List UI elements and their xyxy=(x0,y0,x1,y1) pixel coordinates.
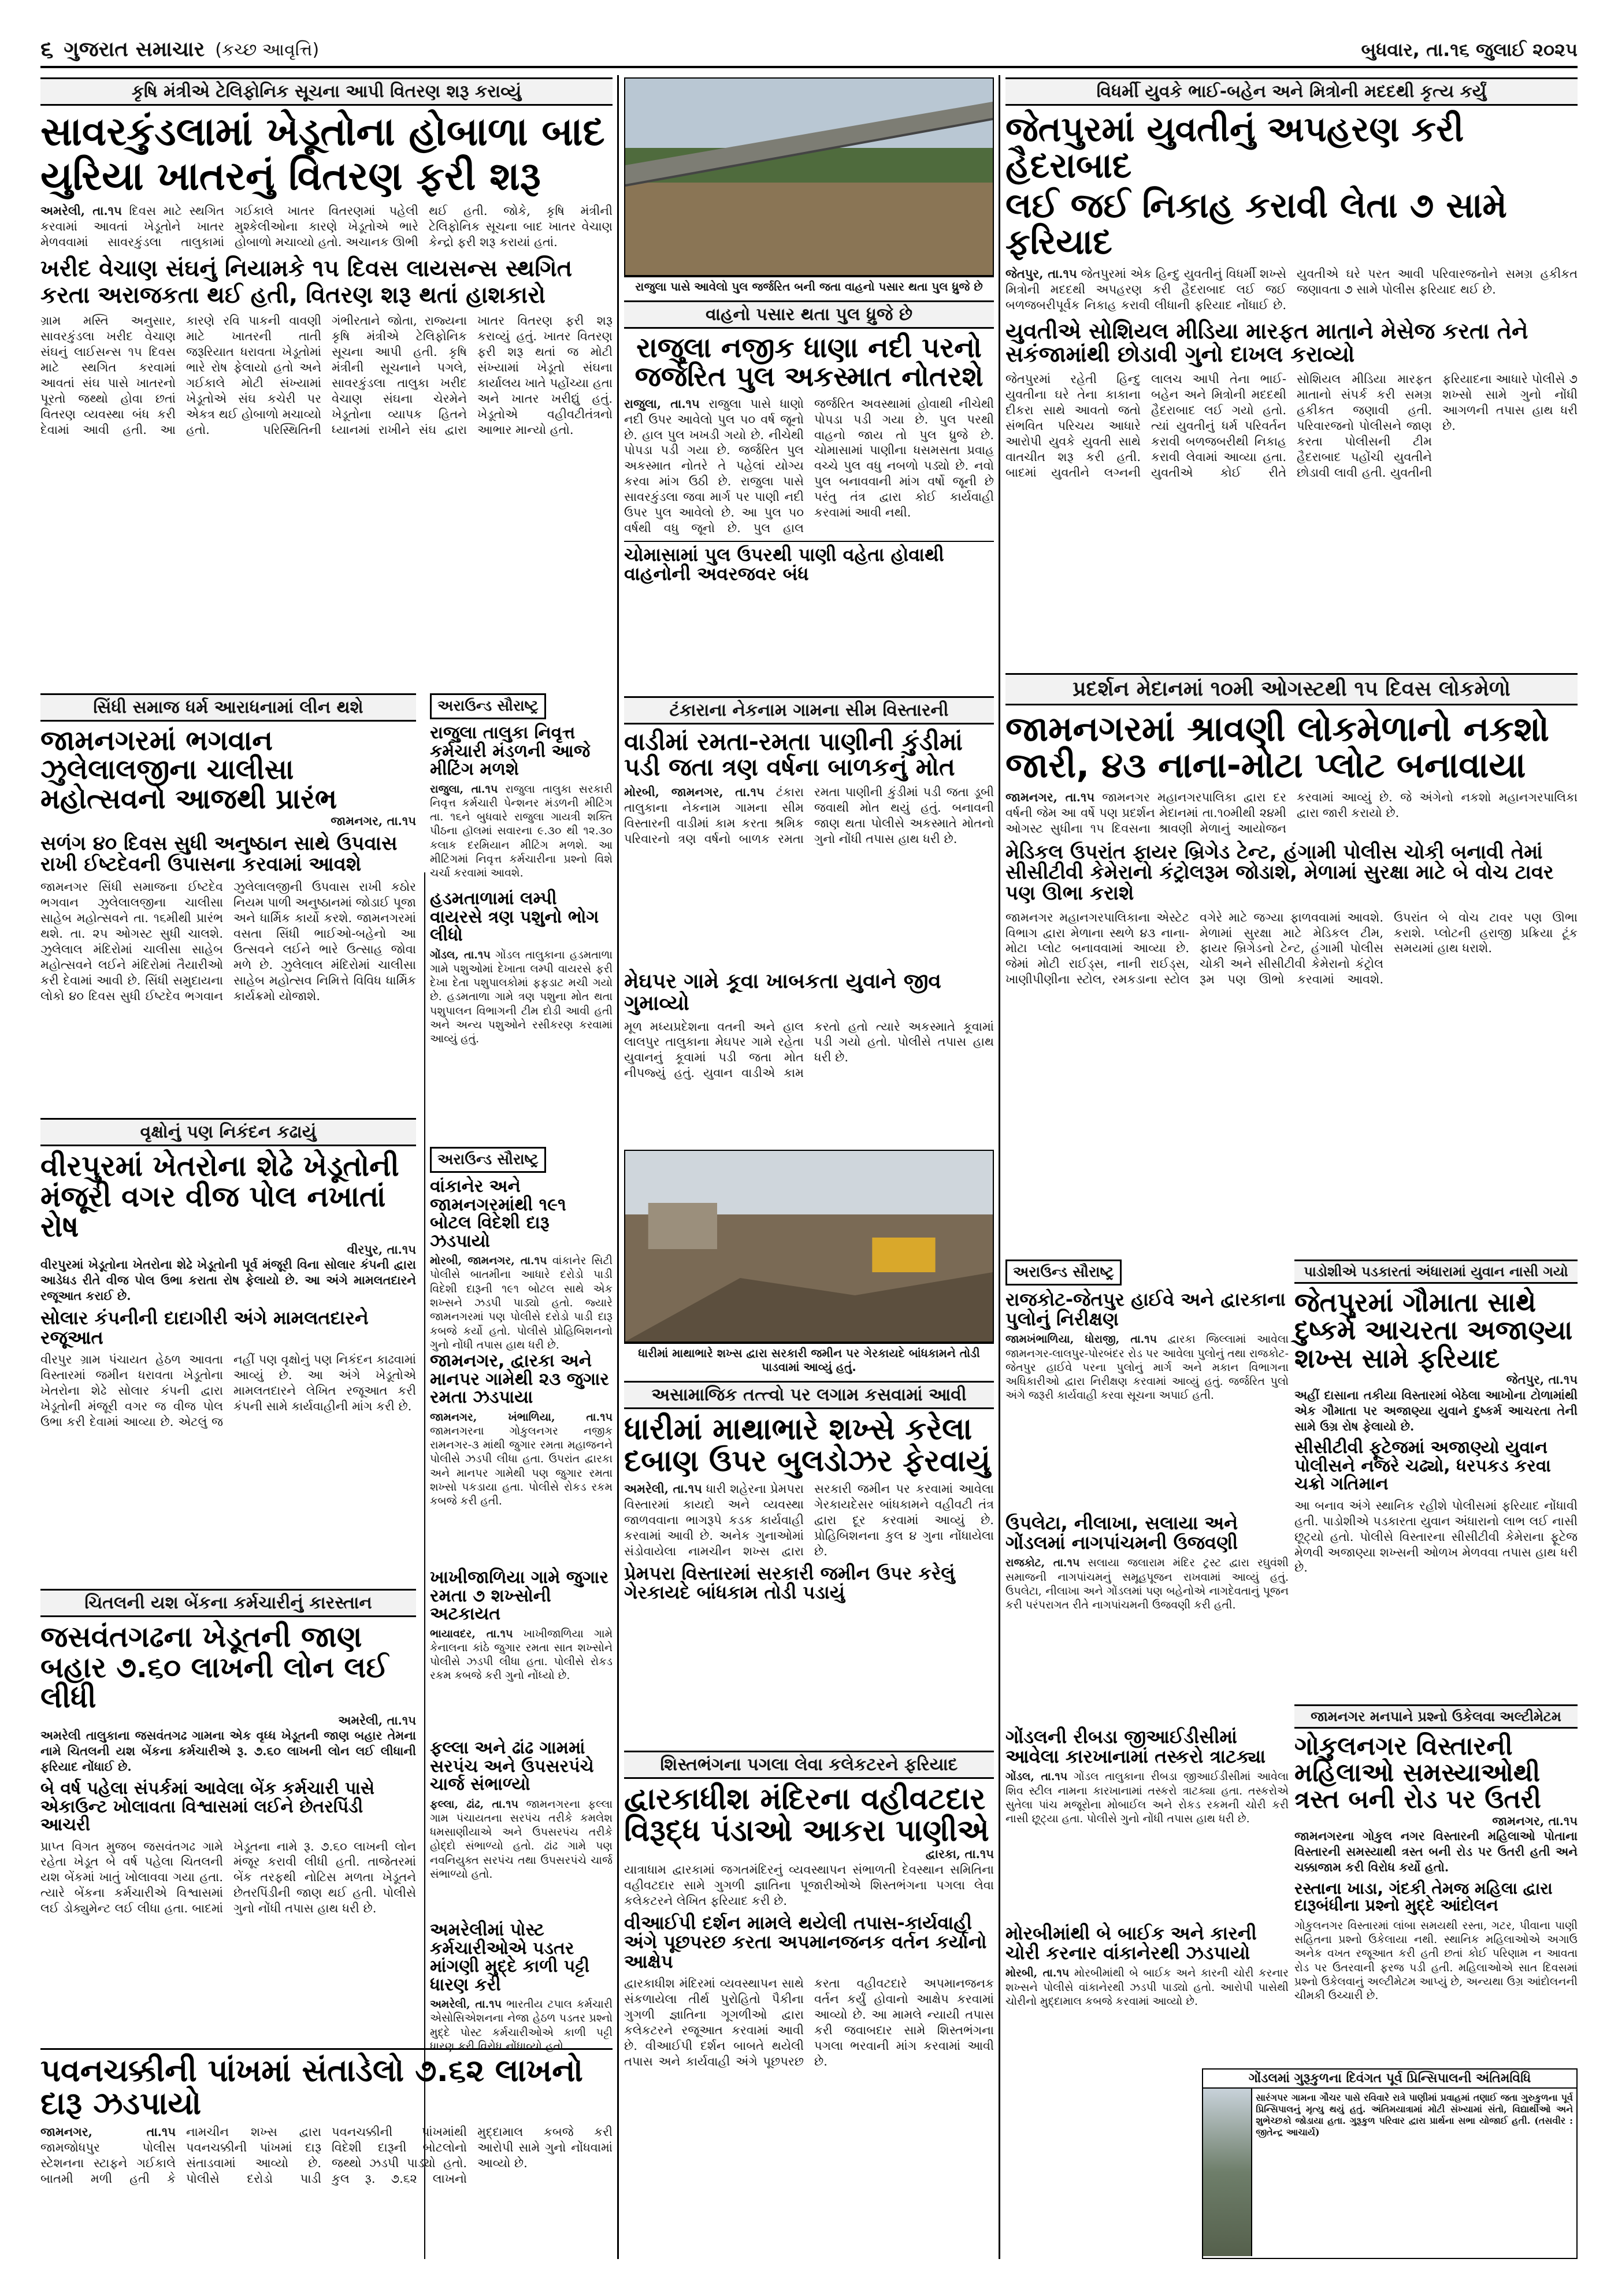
body-text: ગોંડલ તાલુકાના હડમતાળા ગામે પશુઓમાં દેખાતા લમ્પી વાયરસે ફરી દેખા દેતા પશુપાલકોમાં ફફડાટ મચી ગયો છે. હડમતાળા ગામે ત્રણ પશુના મોત થતા પશુપાલન વિભાગની ટીમ દોડી આવી હતી અને અન્ય પશુઓને રસીકરણ કરવામાં આવ્યું હતું. xyxy=(430,948,613,1046)
article-gokulnagar-women xyxy=(1294,1704,1578,2063)
headline: જામનગર, દ્વારકા અને માનપર ગામેથી ૨૩ જુગાર રમતા ઝડપાયા xyxy=(430,1351,609,1407)
article-rajula-pensioners xyxy=(430,693,613,884)
dateline: અમરેલી, તા.૧૫ xyxy=(338,1712,416,1727)
kicker: ટંકારાના નેકનામ ગામના સીમ વિસ્તારની xyxy=(624,696,994,725)
edition-label: (કચ્છ આવૃત્તિ) xyxy=(215,39,320,60)
headline-line2: લઈ જઈ નિકાહ કરાવી લેતા ૭ સામે ફરિયાદ xyxy=(1005,185,1507,262)
subhead: સળંગ ૪૦ દિવસ સુધી અનુષ્ઠાન સાથે ઉપવાસ રાખી ઈષ્ટદેવની ઉપાસના કરવામાં આવશે xyxy=(40,832,398,876)
lead-paragraph: જામનગરના ગોકુલ નગર વિસ્તારની મહિલાઓ પોતાના વિસ્તારની સમસ્યાથી ત્રસ્ત બની રોડ પર ઉતરી હતી અને ચક્કાજામ કરી વિરોધ કર્યો હતો. xyxy=(1294,1829,1578,1875)
dateline: જામનગર, તા.૧૫ xyxy=(331,813,416,829)
article-bridge-inspection xyxy=(1005,1260,1289,1508)
headline: જેતપુરમાં ગૌમાતા સાથે દુષ્કર્મ આચરતા અજાણ્યા શખ્સ સામે ફરિયાદ xyxy=(1294,1287,1573,1374)
body-wrap xyxy=(1005,1966,1289,2008)
subhead: વીઆઈપી દર્શન મામલે થયેલી તપાસ-કાર્યવાહી અંગે પૂછપરછ કરતા અપમાનજનક વર્તન કર્યાનો આક્ષેપ xyxy=(624,1911,987,1972)
bridge-photo xyxy=(624,77,994,276)
subhead-2: કરતા અરાજકતા થઈ હતી, વિતરણ શરૂ થતાં હાશકારો xyxy=(40,282,545,309)
dateline: અમરેલી, તા.૧૫ xyxy=(624,1481,702,1496)
article-gambling-23 xyxy=(430,1352,613,1560)
body-wrap xyxy=(624,1481,994,1559)
kicker: ગોંડલમાં ગુરૂકુળના દિવંગત પૂર્વ પ્રિન્સિપાલની અંતિમવિધિ xyxy=(1203,2070,1576,2089)
subhead: સીસીટીવી ફૂટેજમાં અજાણ્યો યુવાન પોલીસને નજરે ચઢ્યો, ધરપકડ કરવા ચક્રો ગતિમાન xyxy=(1294,1437,1551,1495)
body-text: ગ્રામ મસ્તિ અનુસાર, સાવરકુંડલા ખરીદ વેચાણ સંઘનું લાઈસન્સ ૧૫ દિવસ માટે સ્થગિત કરવામાં આવતાં સંઘ પાસે ખાતરનો પૂરતો જથ્થો હોવા છતાં વિતરણ વ્યવસ્થા બંધ કરી દેવામાં આવી હતી. આ કારણે રવિ પાકની વાવણી માટે ખાતરની તાતી જરૂરિયાત ધરાવતા ખેડૂતોમાં ભારે રોષ ફેલાયો હતો અને ગઈકાલે મોટી સંખ્યામાં ખેડૂતોએ સંઘ કચેરી પર એકત્ર થઈ હોબાળો મચાવ્યો હતો. પરિસ્થિતિની ગંભીરતાને જોતા, રાજ્યના કૃષિ મંત્રીએ ટેલિફોનિક સૂચના આપી હતી. કૃષિ મંત્રીની સૂચનાને પગલે, સાવરકુંડલા તાલુકા ખરીદ વેચાણ સંઘના ચેરમેને ખેડૂતોના વ્યાપક હિતને ધ્યાનમાં રાખીને સંઘ દ્વારા ખાતર વિતરણ ફરી શરૂ કરાવ્યું હતું. ખાતર વિતરણ ફરી શરૂ થતાં જ મોટી સંખ્યામાં ખેડૂતો સંઘના કાર્યાલય ખાતે પહોંચ્યા હતા અને ખાતર ખરીદ્યું હતું. ખેડૂતોએ વહીવટીતંત્રનો આભાર માન્યો હતો. xyxy=(40,314,613,437)
kicker: પ્રદર્શન મેદાનમાં ૧૦મી ઓગસ્ટથી ૧૫ દિવસ લોકમેળો xyxy=(1005,673,1578,705)
dateline: મોરબી, જામનગર, તા.૧૫ xyxy=(430,1254,547,1267)
body-wrap xyxy=(430,948,613,1046)
article-rajula-bridge xyxy=(624,77,994,690)
article-dwarkadhish-pandas xyxy=(624,1751,994,2259)
subhead: બે વર્ષ પહેલા સંપર્કમાં આવેલા બેંક કર્મચારી પાસે એકાઉન્ટ ખોલાવતા વિશ્વાસમાં લઈને છેતરપિંડી આચરી xyxy=(40,1778,375,1835)
headline: ગોકુલનગર વિસ્તારની મહિલાઓ સમસ્યાઓથી ત્રસ્ત બની રોડ પર ઉતરી xyxy=(1294,1732,1541,1815)
article-windmill-liquor xyxy=(40,2048,613,2256)
article-virpur-poles xyxy=(40,1118,416,1580)
lead-wrap xyxy=(1005,266,1578,313)
headline: પવનચક્કીની પાંખમાં સંતાડેલો ૭.૬૨ લાખનો દારૂ ઝડપાયો xyxy=(40,2052,583,2122)
lead-paragraph: જેતપુરમાં એક હિન્દુ યુવતીનું વિધર્મી શખ્સે મિત્રોની મદદથી અપહરણ કરી હૈદરાબાદ લઈ જઈ બળજબરીપૂર્વક નિકાહ કરાવી લીધાની ફરિયાદ નોંધાઈ છે. યુવતીએ ઘરે પરત આવી પરિવારજનોને સમગ્ર હકીકત જણાવતા ૭ સામે પોલીસ ફરિયાદ થઈ છે. xyxy=(1005,267,1578,312)
body-wrap xyxy=(1005,1332,1289,1403)
article-morbi-bike-theft xyxy=(1005,1924,1289,2074)
body-text: જામનગરના ગોકુલનગર નજીક રામનગર-૩ માંથી જુગાર રમતા મહાજનને પોલીસે ઝડપી લીધા હતા. ઉપરાંત દ્વારકા અને માનપર ગામેથી પણ જુગાર રમતા શખ્સો પકડાયા હતા. પોલીસે રોકડ રકમ કબજે કરી હતી. xyxy=(430,1424,613,1508)
dateline: જામખંભાળિયા, ધોરાજી, તા.૧૫ xyxy=(1005,1333,1157,1346)
lead-paragraph: દિવસ માટે સ્થગિત કરવામાં આવતાં ખેડૂતોને ખાતર મેળવવામાં સાવરકુંડલા તાલુકામાં ગઈકાલે ખાતર વિતરણમાં પહેલી મુશ્કેલીઓના કારણે ખેડૂતોએ ભારે હોબાળો મચાવ્યો હતો. અચાનક ઊભી થઈ હતી. જોકે, કૃષિ મંત્રીની ટેલિફોનિક સૂચના બાદ ખાતર વેચાણ કેન્દ્રો ફરી શરૂ કરાયાં હતાં. xyxy=(40,203,613,249)
kicker: વાહનો પસાર થતા પુલ ધ્રુજે છે xyxy=(624,300,994,329)
headline: રાજુલા તાલુકા નિવૃત્ત કર્મચારી મંડળની આજે મીટિંગ મળશે xyxy=(430,723,591,779)
dateline: રાજુલા, તા.૧૫ xyxy=(430,782,498,796)
article-ribda-theft xyxy=(1005,1727,1289,1918)
headline: દ્વારકાધીશ મંદિરના વહીવટદાર વિરૂદ્ધ પંડાઓ આકરા પાણીએ xyxy=(624,1782,989,1848)
subhead: મેડિકલ ઉપરાંત ફાયર બ્રિગેડ ટેન્ટ, હંગામી પોલીસ ચોકી બનાવી તેમાં સીસીટીવી કેમેરાનો કંટ્રોલરૂમ જોડાશે, મેળામાં સુરક્ષા માટે બે વોચ ટાવર પણ ઊભા કરાશે xyxy=(1005,840,1554,905)
headline-line1: સાવરકુંડલામાં ખેડૂતોના હોબાળા બાદ xyxy=(40,109,605,155)
body-text: જામજોધપુર પોલીસ સ્ટેશનના સ્ટાફને ગઈકાલે બાતમી મળી હતી કે નામચીન શખ્સ દ્વારા પવનચક્કીની પાંખમાં દારૂ સંતાડવામાં આવ્યો છે. પોલીસે દરોડો પાડી પવનચક્કીની પાંખમાંથી વિદેશી દારૂની બોટલોનો જથ્થો ઝડપી પાડ્યો હતો. કુલ રૂ. ૭.૬૨ લાખનો મુદ્દામાલ કબજે કરી આરોપી સામે ગુનો નોંધવામાં આવ્યો છે. xyxy=(40,2125,613,2186)
body-text: ખાખીજાળિયા ગામે કેનાલના કાંઠે જુગાર રમતા સાત શખ્સોને પોલીસે ઝડપી લીધા હતા. પોલીસે રોકડ રકમ કબજે કરી ગુનો નોંધ્યો છે. xyxy=(430,1627,613,1682)
dateline: અમરેલી, તા.૧૫ xyxy=(430,1998,502,2011)
funeral-photo-row xyxy=(1203,2089,1576,2256)
page-number: ૬ xyxy=(40,36,54,63)
dateline: જેતપુર, તા.૧૫ xyxy=(1506,1372,1578,1387)
article-shravani-lokmelo xyxy=(1005,673,1578,1251)
headline: ઉપલેટા, નીલાખા, સલાયા અને ગોંડલમાં નાગપાંચમની ઉજવણી xyxy=(1005,1512,1238,1554)
paper-name: ગુજરાત સમાચાર xyxy=(64,38,205,61)
article-dhari-bulldozer xyxy=(624,1150,994,1745)
masthead-left xyxy=(40,36,319,63)
lead-wrap xyxy=(1005,790,1578,837)
demolition-illustration xyxy=(625,1151,993,1342)
body-text: વીરપુર ગ્રામ પંચાયત હેઠળ આવતા વિસ્તારમાં જમીન ધરાવતા ખેડૂતોના ખેતરોના શેઢે સોલાર કંપની દ્વારા ખેડૂતોની મંજૂરી વગર જ વીજ પોલ ઉભા કરી દેવામાં આવ્યા છે. એટલું જ નહીં પણ વૃક્ષોનું પણ નિકંદન કાઢવામાં આવ્યું છે. આ અંગે ખેડૂતોએ મામલતદારને લેખિત રજૂઆત કરી કંપની સામે કાર્યવાહીની માંગ કરી છે. xyxy=(40,1353,416,1429)
dateline: જામનગર, તા.૧૫ xyxy=(40,2124,176,2139)
body-wrap xyxy=(624,396,994,536)
article-jetpur-abduction xyxy=(1005,77,1578,667)
headline: હડમતાળામાં લમ્પી વાયરસે ત્રણ પશુનો ભોગ લીધો xyxy=(430,889,599,945)
subhead: સોલાર કંપનીની દાદાગીરી અંગે મામલતદારને રજૂઆત xyxy=(40,1307,369,1348)
headline: રાજકોટ-જેતપુર હાઈવે અને દ્વારકાના પુલોનું નિરીક્ષણ xyxy=(1005,1288,1286,1330)
lead-paragraph: જામનગર મહાનગરપાલિકા દ્વારા દર વર્ષની જેમ આ વર્ષે પણ પ્રદર્શન મેદાનમાં તા.૧૦મીથી ૨૪મી ઓગસ્ટ સુધીના ૧૫ દિવસના શ્રાવણી મેળાનું આયોજન કરવામાં આવ્યું છે. જે અંગેનો નકશો મહાનગરપાલિકા દ્વારા જારી કરાયો છે. xyxy=(1005,790,1578,835)
kicker: પાડોશીએ પડકારતાં અંધારામાં યુવાન નાસી ગયો xyxy=(1294,1260,1578,1284)
article-jhulelal-mahotsav xyxy=(40,693,416,1109)
body-text: ધારી શહેરના પ્રેમપરા વિસ્તારમાં કાયદો અને વ્યવસ્થા જાળવવાના ભાગરૂપે કડક કાર્યવાહી કરવામાં આવી છે. અનેક ગુનાઓમાં સંડોવાયેલા નામચીન શખ્સ દ્વારા સરકારી જમીન પર કરવામાં આવેલા ગેરકાયદેસર બાંધકામને વહીવટી તંત્ર દ્વારા દૂર કરવામાં આવ્યું છે. પ્રોહિબિશનના કુલ ૪ ગુના નોંધાયેલા છે. xyxy=(624,1482,994,1558)
body-text: દ્વારકા જિલ્લામાં આવેલા જામનગર-લાલપુર-પોરબંદર રોડ પર આવેલા પુલોનું તથા રાજકોટ-જેતપુર હાઈવે પરના પુલોનું માર્ગ અને મકાન વિભાગના અધિકારીઓ દ્વારા નિરીક્ષણ કરવામાં આવ્યું હતું. જર્જરિત પુલો અંગે જરૂરી કાર્યવાહી કરવા સૂચના અપાઈ હતી. xyxy=(1005,1333,1289,1402)
article-meghpar-well xyxy=(624,971,994,1144)
headline: જામનગરમાં ભગવાન ઝુલેલાલજીના ચાલીસા મહોત્સવનો આજથી પ્રારંભ xyxy=(40,725,337,815)
body-text: મોરબીમાંથી બે બાઈક અને કારની ચોરી કરનાર શખ્સને પોલીસે વાંકાનેરથી ઝડપી પાડ્યો હતો. આરોપી પાસેથી ચોરીનો મુદ્દામાલ કબજે કરવામાં આવ્યો છે. xyxy=(1005,1967,1289,2008)
dateline: ફલ્લા, ઢાંઢ, તા.૧૫ xyxy=(430,1797,519,1811)
kicker: અસામાજિક તત્ત્વો પર લગામ કસવામાં આવી xyxy=(624,1381,994,1409)
headline: ધારીમાં માથાભારે શખ્સે કરેલા દબાણ ઉપર બુલડોઝર ફેરવાયું xyxy=(624,1412,991,1478)
lead-paragraph: યાત્રાધામ દ્વારકામાં જગતમંદિરનું વ્યવસ્થાપન સંભાળતી દેવસ્થાન સમિતિના વહીવટદાર સામે ગુગળી જ્ઞાતિના પૂજારીઓએ શિસ્તભંગના પગલા લેવા કલેકટરને લેખિત ફરિયાદ કરી છે. xyxy=(624,1863,994,1908)
subhead: પ્રેમપરા વિસ્તારમાં સરકારી જમીન ઉપર કરેલું ગેરકાયદે બાંધકામ તોડી પડાયું xyxy=(624,1562,955,1604)
kicker: વિધર્મી યુવકે ભાઈ-બહેન અને મિત્રોની મદદથી કૃત્ય કર્યું xyxy=(1005,77,1578,106)
headline: વાંકાનેર અને જામનગરમાંથી ૧૯૧ બોટલ વિદેશી દારૂ ઝડપાયો xyxy=(430,1176,566,1251)
article-wankaner-liquor xyxy=(430,1147,613,1351)
body-text: જામનગર સિંધી સમાજના ઈષ્ટદેવ ભગવાન ઝુલેલાલજીના ચાલીસા સાહેબ મહોત્સવને તા. ૧૬મીથી પ્રારંભ થશે. તા. ૨૫ ઓગસ્ટ સુધી ચાલશે. ઝુલેલાલ મંદિરોમાં ચાલીસા સાહેબ મહોત્સવને લઈને મંદિરોમાં તૈયારીઓ કરી દેવામાં આવી છે. સિંધી સમુદાયના લોકો ૪૦ દિવસ સુધી ઈષ્ટદેવ ભગવાન ઝુલેલાલજીની ઉપવાસ રાખી કઠોર નિયમ પાળી અનુષ્ઠાનમાં જોડાઈ પૂજા અને ધાર્મિક કાર્યો કરશે. જામનગરમાં વસતા સિંધી ભાઈઓ-બહેનો આ ઉત્સવને લઈને ભારે ઉત્સાહ જોવા મળે છે. ઝુલેલાલ મંદિરોમાં ચાલીસા સાહેબ મહોત્સવ નિમિત્તે વિવિધ ધાર્મિક કાર્યક્રમો યોજાશે. xyxy=(40,880,416,1003)
headline: ખાખીજાળિયા ગામે જુગાર રમતા ૭ શખ્સોની અટકાયત xyxy=(430,1567,608,1624)
kicker: સિંધી સમાજ ધર્મ આરાધનામાં લીન થશે xyxy=(40,693,416,722)
dateline: મોરબી, તા.૧૫ xyxy=(1005,1967,1070,1980)
headline: વાડીમાં રમતા-રમતા પાણીની કુંડીમાં પડી જતા ત્રણ વર્ષના બાળકનું મોત xyxy=(624,727,963,782)
article-nagpancham xyxy=(1005,1514,1289,1722)
dateline: ગોંડલ, તા.૧૫ xyxy=(1005,1770,1068,1784)
article-lumpy-virus xyxy=(430,890,613,1138)
body-wrap xyxy=(430,1797,613,1882)
dateline: મોરબી, જામનગર, તા.૧૫ xyxy=(624,785,765,800)
body-text: જામનગરના ફલ્લા ગામ પંચાયતના સરપંચ તરીકે કમલેશ ધમસાણીયાએ અને ઉપસરપંચ તરીકે હોદ્દો સંભાળ્યો હતો. ઢાંઢ ગામે પણ નવનિયુક્ત સરપંચ તથા ઉપસરપંચે ચાર્જ સંભાળ્યો હતો. xyxy=(430,1797,613,1881)
headline: ગોંડલની રીબડા જીઆઈડીસીમાં આવેલા કારખાનામાં તસ્કરો ત્રાટક્યા xyxy=(1005,1726,1266,1767)
masthead xyxy=(40,34,1578,68)
body-text: સલાયા જલારામ મંદિર ટ્રસ્ટ દ્વારા રઘુવંશી સમાજની નાગપાંચમનું સમૂહપૂજન રાખવામાં આવ્યું હતું. ઉપલેટા, નીલાખા અને ગોંડલમાં પણ બહેનોએ નાગદેવતાનું પૂજન કરી પરંપરાગત રીતે નાગપાંચમની ઉજવણી કરી હતી. xyxy=(1005,1556,1289,1612)
body-text: આ બનાવ અંગે સ્થાનિક રહીશે પોલીસમાં ફરિયાદ નોંધાવી હતી. પાડોશીએ પડકારતા યુવાન અંધારાનો લાભ લઈ નાસી છૂટ્યો હતો. પોલીસે વિસ્તારના સીસીટીવી કેમેરાના ફૂટેજ મેળવી અજાણ્યા શખ્સની ઓળખ મેળવવા તપાસ હાથ ધરી છે. xyxy=(1294,1498,1578,1575)
photo-caption: ધારીમાં માથાભારે શખ્સ દ્વારા સરકારી જમીન પર ગેરકાયદે બાંધકામને તોડી પાડવામાં આવ્યું હતું. xyxy=(624,1343,994,1376)
article-jasvantgadh-loan xyxy=(40,1589,416,2039)
column-rule-right xyxy=(999,75,1000,2259)
dateline: જામનગર, ખંભાળિયા, તા.૧૫ xyxy=(430,1410,613,1424)
body-text: જામનગર મહાનગરપાલિકાના એસ્ટેટ વિભાગ દ્વારા મેળાના સ્થળે ૪૩ નાના-મોટા પ્લોટ બનાવવામાં આવ્યા છે. જેમાં મોટી રાઈડ્સ, નાની રાઈડ્સ, ખાણીપીણીના સ્ટોલ, રમકડાના સ્ટોલ વગેરે માટે જગ્યા ફાળવવામાં આવશે. મેળામાં સુરક્ષા માટે મેડિકલ ટીમ, ફાયર બ્રિગેડનો ટેન્ટ, હંગામી પોલીસ ચોકી અને સીસીટીવી કેમેરાનો કંટ્રોલ રૂમ પણ ઊભો કરવામાં આવશે. ઉપરાંત બે વોચ ટાવર પણ ઊભા કરાશે. પ્લોટની હરાજી પ્રક્રિયા ટૂંક સમયમાં હાથ ધરાશે. xyxy=(1005,910,1578,987)
headline: જામનગરમાં શ્રાવણી લોકમેળાનો નકશો જારી, ૪૩ નાના-મોટા પ્લોટ બનાવાયા xyxy=(1005,709,1549,786)
lead-paragraph: અહીં દાસાના તકીયા વિસ્તારમાં બેઠેલા આખોના ટોળામાંથી એક ગૌમાતા પર અજાણ્યા યુવાને દુષ્કર્મ આચરતા તેની સામે ઉગ્ર રોષ ફેલાયો છે. xyxy=(1294,1387,1578,1433)
article-jetpur-cow xyxy=(1294,1260,1578,1699)
headline-line1: જેતપુરમાં યુવતીનું અપહરણ કરી હૈદરાબાદ xyxy=(1005,109,1464,186)
photo-caption: રાજુલા પાસે આવેલો પુલ જર્જરિત બની જતા વાહનો પસાર થતા પુલ ધ્રુજે છે xyxy=(624,276,994,296)
kicker: ચિતલની યશ બેંકના કર્મચારીનું કારસ્તાન xyxy=(40,1589,416,1617)
dateline: ગોંડલ, તા.૧૫ xyxy=(430,948,491,961)
body-wrap xyxy=(624,785,994,847)
dateline: અમરેલી, તા.૧૫ xyxy=(40,203,122,218)
around-saurashtra-label: અરાઉન્ડ સૌરાષ્ટ્ર xyxy=(430,1147,546,1173)
kicker: શિસ્તભંગના પગલા લેવા કલેકટરને ફરિયાદ xyxy=(624,1751,994,1779)
demolition-photo xyxy=(624,1150,994,1343)
issue-date: બુધવાર, તા.૧૬ જુલાઈ ૨૦૨૫ xyxy=(1361,38,1578,61)
body-text: રાજુલા પાસે ધાણો નદી ઉપર આવેલો પુલ ૫૦ વર્ષ જૂનો છે. હાલ પુલ ખખડી ગયો છે. નીચેથી પોપડા પડી ગયા છે. જર્જરિત પુલ અકસ્માત નોતરે તે પહેલાં યોગ્ય કરવા માંગ ઉઠી છે. રાજુલા પાસે સાવરકુંડલા જવા માર્ગ પર પાણી નદી ઉપર પુલ આવેલો છે. આ પુલ ૫૦ વર્ષથી વધુ જૂનો છે. પુલ હાલ જર્જરિત અવસ્થામાં હોવાથી નીચેથી પોપડા પડી ગયા છે. પુલ પરથી વાહનો જાય તો પુલ ધ્રુજે છે. ચોમાસામાં પાણીના ધસમસતા પ્રવાહ વચ્ચે પુલ વધુ નબળો પડ્યો છે. નવો પુલ બનાવવાની માંગ વર્ષો જૂની છે પરંતુ તંત્ર દ્વારા કોઈ કાર્યવાહી કરવામાં આવી નથી. xyxy=(624,396,994,535)
subhead: યુવતીએ સોશિયલ મીડિયા મારફત માતાને મેસેજ કરતા તેને સકંજામાંથી છોડાવી ગુનો દાખલ કરાવ્યો xyxy=(1005,318,1528,367)
kicker: વૃક્ષોનું પણ નિકંદન કઢાયું xyxy=(40,1118,416,1146)
headline: મોરબીમાંથી બે બાઈક અને કારની ચોરી કરનાર વાંકાનેરથી ઝડપાયો xyxy=(1005,1922,1257,1964)
headline: ફલ્લા અને ઢાંઢ ગામમાં સરપંચ અને ઉપસરપંચે ચાર્જ સંભાળ્યો xyxy=(430,1738,594,1795)
column-rule-left xyxy=(617,75,619,2259)
article-falla-sarpanch xyxy=(430,1739,613,1912)
around-saurashtra-label: અરાઉન્ડ સૌરાષ્ટ્ર xyxy=(1005,1260,1122,1286)
dateline: રાજકોટ, તા.૧૫ xyxy=(1005,1556,1080,1570)
photo-caption: સારંગપર ગામના ગૌચર પાસે રવિવારે રાત્રે પાણીમાં પ્રવાહમાં તણાઈ જતા ગુરુકુળના પૂર્વ પ્રિન્સિપાલનું મૃત્યુ થયું હતું. અંતિમયાત્રામાં મોટી સંખ્યામાં સંતો, વિદ્યાર્થીઓ અને શુભેચ્છકો જોડાયા હતા. ગુરૂકુળ પરિવાર દ્વારા પ્રાર્થના સભા યોજાઈ હતી. (તસવીર : જીતેન્દ્ર આચાર્ય) xyxy=(1256,2092,1573,2138)
body-text: ગોકુલનગર વિસ્તારમાં લાંબા સમયથી રસ્તા, ગટર, પીવાના પાણી સહિતના પ્રશ્નો ઉકેલાયા નથી. સ્થાનિક મહિલાઓએ અગાઉ અનેક વખત રજૂઆત કરી હતી છતાં કોઈ પરિણામ ન આવતા રોડ પર ઉતરવાની ફરજ પડી હતી. મહિલાઓએ સાત દિવસમાં પ્રશ્નો ઉકેલવાનું અલ્ટીમેટમ આપ્યું છે, અન્યથા ઉગ્ર આંદોલનની ચીમકી ઉચ્ચારી છે. xyxy=(1294,1919,1578,2003)
body-wrap xyxy=(430,1997,613,2053)
article-savarkundla-urea xyxy=(40,77,613,684)
bridge-illustration xyxy=(625,79,993,275)
headline: રાજુલા નજીક ધાણા નદી પરનો જર્જરિત પુલ અકસ્માત નોતરશે xyxy=(634,332,984,393)
body-wrap xyxy=(40,2124,613,2187)
lead-text xyxy=(40,203,613,250)
body-wrap xyxy=(430,1627,613,1683)
funeral-photo xyxy=(1203,2089,1252,2256)
dateline: જેતપુર, તા.૧૫ xyxy=(1005,266,1077,281)
dateline: વીરપુર, તા.૧૫ xyxy=(347,1242,416,1257)
dateline: જામનગર, તા.૧૫ xyxy=(1005,790,1095,804)
around-saurashtra-label: અરાઉન્ડ સૌરાષ્ટ્ર xyxy=(430,693,546,719)
body-text: દ્વારકાધીશ મંદિરમાં વ્યવસ્થાપન સાથે સંકળાયેલા તીર્થ પુરોહિતો પૈકીના ગુગળી જ્ઞાતિના ગૂગળીઓ દ્વારા કલેકટરને રજૂઆત કરવામાં આવી છે. વીઆઈપી દર્શન બાબતે થયેલી તપાસ અને કાર્યવાહી અંગે પૂછપરછ કરતા વહીવટદારે અપમાનજનક વર્તન કર્યું હોવાનો આક્ષેપ કરવામાં આવ્યો છે. આ મામલે ન્યાયી તપાસ કરી જવાબદાર સામે શિસ્તભંગના પગલા ભરવાની માંગ કરવામાં આવી છે. xyxy=(624,1977,994,2068)
headline: જસવંતગઢના ખેડૂતની જાણ બહાર ૭.૬૦ લાખની લોન લઈ લીધી xyxy=(40,1620,388,1714)
body-wrap xyxy=(430,782,613,880)
subhead: રસ્તાના ખાડા, ગંદકી તેમજ મહિલા દ્વારા દારૂબંધીના પ્રશ્નો મુદ્દે આંદોલન xyxy=(1294,1879,1553,1915)
article-post-employees xyxy=(430,1921,613,2065)
dateline: જામનગર, તા.૧૫ xyxy=(1492,1813,1578,1828)
body-wrap xyxy=(430,1254,613,1352)
body-text: રાજુલા તાલુકા સરકારી નિવૃત્ત કર્મચારી પેન્શનર મંડળની મીટિંગ તા. ૧૬ને બુધવારે રાજુલા ગાયત્રી શક્તિ પીઠના હૉલમાં સવારના ૯.૩૦ થી ૧૨.૩૦ કલાક દરમિયાન મીટિંગ મળશે. આ મીટિંગમાં નિવૃત્ત કર્મચારીના પ્રશ્નો વિશે ચર્ચા કરવામાં આવશે. xyxy=(430,782,613,880)
body-text: ભારતીય ટપાલ કર્મચારી એસોસિએશનના નેજા હેઠળ પડતર પ્રશ્નો મુદ્દે પોસ્ટ કર્મચારીઓએ કાળી પટ્ટી ધારણ કરી વિરોધ નોંધાવ્યો હતો. xyxy=(430,1998,613,2053)
lead-paragraph: વીરપુરમાં ખેડૂતોના ખેતરોના શેઢે ખેડૂતોની પૂર્વ મંજૂરી વિના સોલાર કંપની દ્વારા આડેધડ રીતે વીજ પોલ ઉભા કરાતા રોષ ફેલાયો છે. આ અંગે મામલતદારને રજૂઆત કરાઈ છે. xyxy=(40,1257,416,1303)
body-text: પ્રાપ્ત વિગત મુજબ જસવંતગઢ ગામે રહેતા ખેડૂત બે વર્ષ પહેલા ચિતલની યશ બેંકમાં ખાતું ખોલાવવા ગયા હતા. ત્યારે બેંકના કર્મચારીએ વિશ્વાસમાં લઈ ડોક્યુમેન્ટ લઈ લીધા હતા. બાદમાં ખેડૂતના નામે રૂ. ૭.૬૦ લાખની લોન મંજૂર કરાવી લીધી હતી. તાજેતરમાં બેંક તરફથી નોટિસ મળતા ખેડૂતને છેતરપિંડીની જાણ થઈ હતી. પોલીસે ગુનો નોંધી તપાસ હાથ ધરી છે. xyxy=(40,1839,416,1915)
kicker: જામનગર મનપાને પ્રશ્નો ઉકેલવા અલ્ટીમેટમ xyxy=(1294,1704,1578,1729)
headline: વીરપુરમાં ખેતરોના શેઢે ખેડૂતોની મંજૂરી વગર વીજ પોલ નખાતાં રોષ xyxy=(40,1149,399,1243)
subhead: ચોમાસામાં પુલ ઉપરથી પાણી વહેતા હોવાથી વાહનોની અવરજવર બંધ xyxy=(624,541,994,584)
body-text: વાંકાનેર સિટી પોલીસે બાતમીના આધારે દરોડો પાડી વિદેશી દારૂની ૧૯૧ બોટલ સાથે એક શખ્સને ઝડપી પાડ્યો હતો. જ્યારે જામનગરમાં પણ પોલીસે દરોડો પાડી દારૂ કબજે કર્યો હતો. પોલીસે પ્રોહિબિશનનો ગુનો નોંધી તપાસ હાથ ધરી છે. xyxy=(430,1254,613,1351)
subhead-1: ખરીદ વેચાણ સંઘનું નિયામકે ૧૫ દિવસ લાયસન્સ સ્થગિત xyxy=(40,255,573,283)
headline: અમરેલીમાં પોસ્ટ કર્મચારીઓએ પડતર માંગણી મુદ્દે કાળી પટ્ટી ધારણ કરી xyxy=(430,1920,590,1995)
kicker: કૃષિ મંત્રીએ ટેલિફોનિક સૂચના આપી વિતરણ શરૂ કરાવ્યું xyxy=(40,77,613,106)
article-tankara-child xyxy=(624,696,994,962)
dateline: દ્વારકા, તા.૧૫ xyxy=(925,1847,994,1862)
headline-line2: યુરિયા ખાતરનું વિતરણ ફરી શરૂ xyxy=(40,154,541,200)
body-wrap xyxy=(1005,1556,1289,1612)
body-text: મૂળ મધ્યપ્રદેશના વતની અને હાલ લાલપુર તાલુકાના મેઘપર ગામે રહેતા યુવાનનું કૂવામાં પડી જતા મોત નીપજ્યું હતું. યુવાન વાડીએ કામ કરતો હતો ત્યારે અકસ્માતે કૂવામાં પડી ગયો હતો. પોલીસે તપાસ હાથ ધરી છે. xyxy=(624,1019,994,1080)
body-wrap xyxy=(430,1410,613,1509)
dateline: રાજુલા, તા.૧૫ xyxy=(624,396,700,411)
dateline: ભાયાવદર, તા.૧૫ xyxy=(430,1627,513,1640)
body-text: ગોંડલ તાલુકાના રીબડા જીઆઈડીસીમાં આવેલા શિવ સ્ટીલ નામના કારખાનામાં તસ્કરો ત્રાટક્યા હતા. તસ્કરોએ સુતેલા પાંચ મજૂરોના મોબાઈલ અને રોકડ રકમની ચોરી કરી નાસી છૂટ્યા હતા. પોલીસે ગુનો નોંધી તપાસ હાથ ધરી છે. xyxy=(1005,1770,1289,1826)
body-text: ટંકારા તાલુકાના નેકનામ ગામના સીમ વિસ્તારની વાડીમાં કામ કરતા શ્રમિક પરિવારનો ત્રણ વર્ષનો બાળક રમતા રમતા પાણીની કુંડીમાં પડી જતા ડૂબી જવાથી મોત થયું હતું. બનાવની જાણ થતા પોલીસે અકસ્માતે મોતનો ગુનો નોંધી તપાસ હાથ ધરી છે. xyxy=(624,785,994,846)
article-gondal-funeral xyxy=(1202,2068,1578,2259)
body-wrap xyxy=(1005,1770,1289,1826)
lead-paragraph: અમરેલી તાલુકાના જસવંતગઢ ગામના એક વૃધ્ધ ખેડૂતની જાણ બહાર તેમના નામે ચિતલની યશ બેંકના કર્મચારીએ રૂ. ૭.૬૦ લાખની લોન લઈ લીધાની ફરિયાદ નોંધાઈ છે. xyxy=(40,1728,416,1774)
body-text: જેતપુરમાં રહેતી હિન્દુ યુવતીના ઘરે તેના કાકાના દીકરા સાથે આવતો જતો સંભવિત પરિચય આધારે આરોપી યુવકે યુવતી સાથે વાતચીત શરૂ કરી હતી. બાદમાં યુવતીને લગ્નની લાલચ આપી તેના ભાઈ-બહેન અને મિત્રોની મદદથી હૈદરાબાદ લઈ ગયો હતો. ત્યાં યુવતીનું ધર્મ પરિવર્તન કરાવી બળજબરીથી નિકાહ કરાવી લેવામાં આવ્યા હતા. યુવતીએ કોઈ રીતે સોશિયલ મીડિયા મારફત માતાનો સંપર્ક કરી સમગ્ર હકીકત જણાવી હતી. પરિવારજનો પોલીસને જાણ કરતા પોલીસની ટીમ હૈદરાબાદ પહોંચી યુવતીને છોડાવી લાવી હતી. યુવતીની ફરિયાદના આધારે પોલીસે ૭ શખ્સો સામે ગુનો નોંધી આગળની તપાસ હાથ ધરી છે. xyxy=(1005,372,1578,480)
article-khakhijaliya-gambling xyxy=(430,1569,613,1730)
headline: મેઘપર ગામે કૂવા ખાબકતા યુવાને જીવ ગુમાવ્યો xyxy=(624,969,941,1015)
